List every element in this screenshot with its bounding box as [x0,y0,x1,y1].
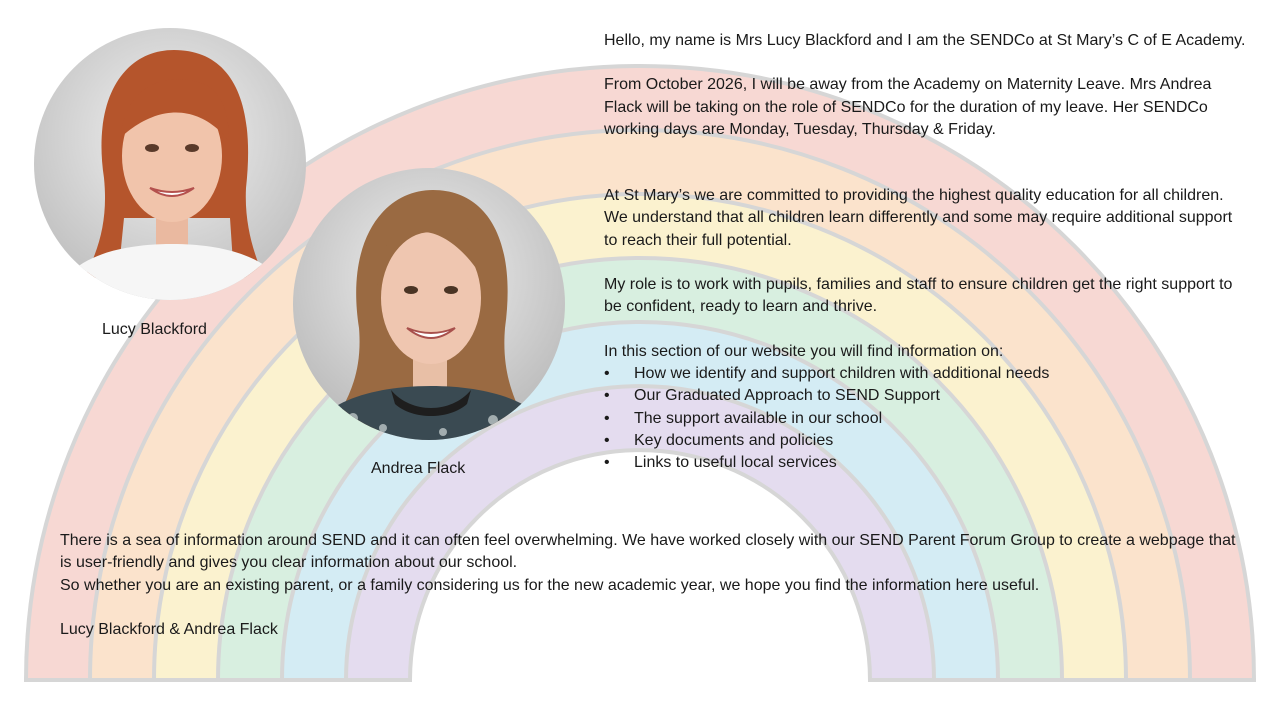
lucy-blackford-caption: Lucy Blackford [102,321,207,338]
bullet-icon: • [604,454,610,472]
topics-list [604,363,1249,474]
list-item: • Links to useful local services [604,452,1249,474]
list-item: • Our Graduated Approach to SEND Support [604,385,1249,407]
bullet-icon: • [604,409,610,427]
andrea-flack-caption: Andrea Flack [371,460,466,477]
lucy-blackford-portrait [34,28,306,300]
role-paragraph: My role is to work with pupils, families and staff to ensure children get the right support to be confident, ready to learn and thrive. [604,276,1233,316]
bullet-icon: • [604,364,610,382]
bullet-icon: • [604,387,610,405]
commitment-paragraph: At St Mary’s we are committed to providing the highest quality education for all children. We understand that all children learn differently and some may require additional support to reach their full potential. [604,187,1233,249]
bullet-icon: • [604,431,610,449]
list-item: • The support available in our school [604,408,1249,430]
andrea-flack-portrait [293,168,565,440]
signature: Lucy Blackford & Andrea Flack [60,620,278,638]
closing-message [60,530,1240,641]
parent-forum-paragraph: There is a sea of information around SEND and it can often feel overwhelming. We have worked closely with our SEND Parent Forum Group to create a webpage that is user-friendly and gives you clear information about our school. [60,532,1236,572]
hope-paragraph: So whether you are an existing parent, or a family considering us for the new academic year, we hope you find the information here useful. [60,576,1040,594]
section-intro-paragraph: In this section of our website you will find information on: [604,342,1004,360]
maternity-leave-paragraph: From October 2026, I will be away from the Academy on Maternity Leave. Mrs Andrea Flack will be taking on the role of SENDCo for the duration of my leave. Her SENDCo working days are Monday, Tuesday, Thursday & Friday. [604,76,1212,138]
list-item: • Key documents and policies [604,430,1249,452]
list-item: • How we identify and support children with additional needs [604,363,1249,385]
intro-paragraph: Hello, my name is Mrs Lucy Blackford and I am the SENDCo at St Mary’s C of E Academy. [604,32,1246,49]
sendco-introduction [604,30,1249,474]
